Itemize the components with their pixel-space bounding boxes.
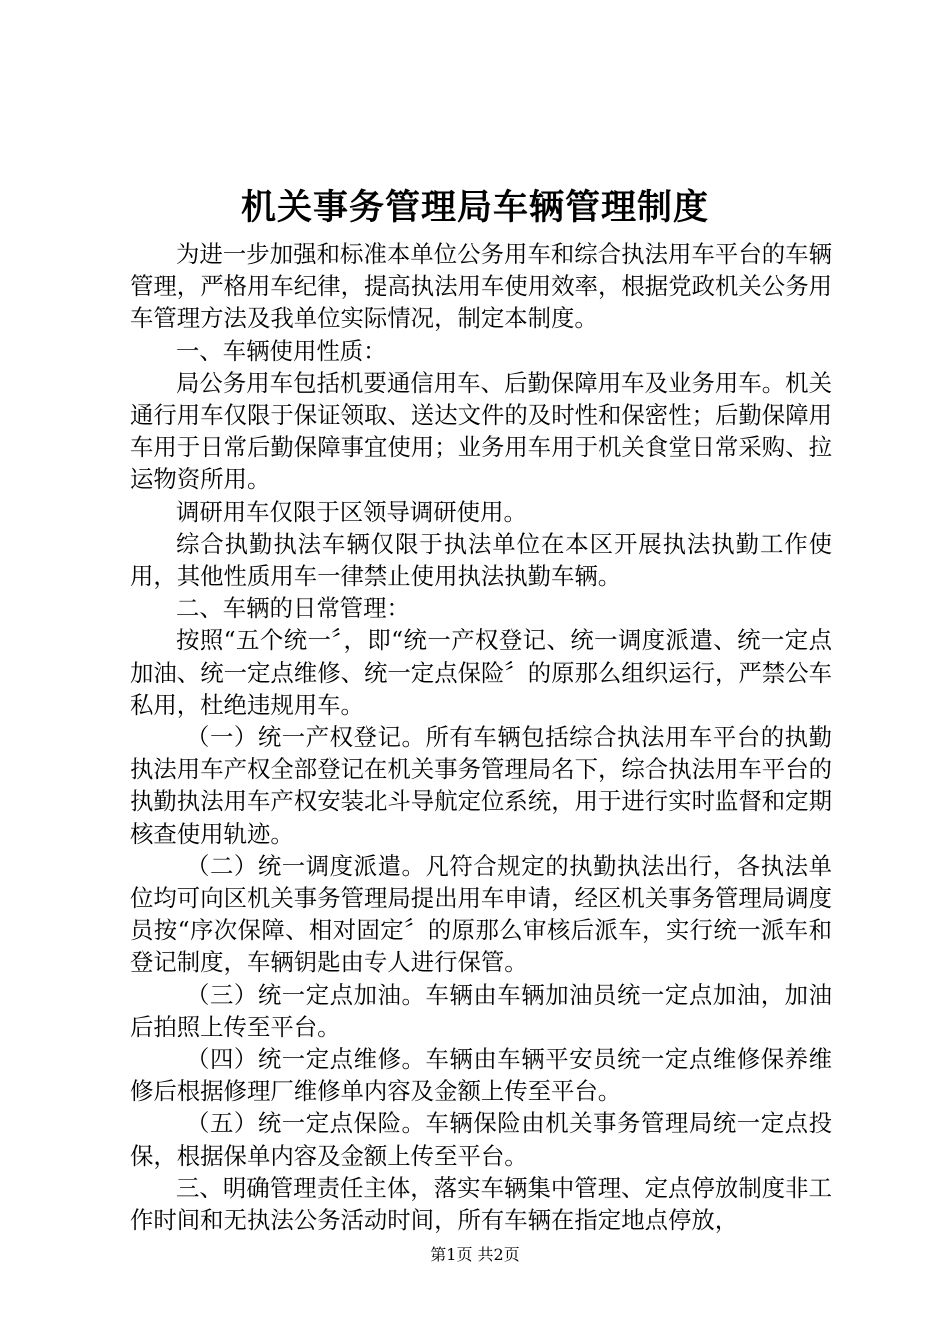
paragraph: 调研用车仅限于区领导调研使用。: [176, 497, 527, 526]
paragraph: （四）统一定点维修。车辆由车辆平安员统一定点维修保养维修后根据修理厂维修单内容及金额上传至平台。: [130, 1045, 832, 1106]
paragraph: 局公务用车包括机要通信用车、后勤保障用车及业务用车。机关通行用车仅限于保证领取、送达文件的及时性和保密性；后勤保障用车用于日常后勤保障事宜使用；业务用车用于机关食堂日常采购、拉运物资所用。: [130, 368, 832, 494]
section-heading: 三、明确管理责任主体，落实车辆集中管理、定点停放制度非工作时间和无执法公务活动时间，所有车辆在指定地点停放，: [130, 1173, 832, 1235]
document-title: 机关事务管理局车辆管理制度: [240, 187, 709, 228]
paragraph: （三）统一定点加油。车辆由车辆加油员统一定点加油，加油后拍照上传至平台。: [130, 980, 832, 1041]
paragraph: 综合执勤执法车辆仅限于执法单位在本区开展执法执勤工作使用，其他性质用车一律禁止使用执法执勤车辆。: [130, 529, 832, 591]
section-heading: 二、车辆的日常管理：: [176, 594, 410, 623]
paragraph: 按照“五个统一〞，即“统一产权登记、统一调度派遣、统一定点加油、统一定点维修、统一定点保险〞的原那么组织运行，严禁公车私用，杜绝违规用车。: [130, 626, 832, 719]
page-number-footer: 第1页 共2页: [430, 1245, 520, 1264]
paragraph: （一）统一产权登记。所有车辆包括综合执法用车平台的执勤执法用车产权全部登记在机关事务管理局名下，综合执法用车平台的执勤执法用车产权安装北斗导航定位系统，用于进行实时监督和定期核查使用轨迹。: [130, 723, 832, 848]
paragraph: （五）统一定点保险。车辆保险由机关事务管理局统一定点投保，根据保单内容及金额上传至平台。: [130, 1109, 832, 1170]
paragraph: （二）统一调度派遣。凡符合规定的执勤执法出行，各执法单位均可向区机关事务管理局提出用车申请，经区机关事务管理局调度员按“序次保障、相对固定〞的原那么审核后派车，实行统一派车和登记制度，车辆钥匙由专人进行保管。: [130, 851, 832, 977]
section-heading: 一、车辆使用性质：: [176, 336, 387, 365]
paragraph: 为进一步加强和标准本单位公务用车和综合执法用车平台的车辆管理，严格用车纪律，提高执法用车使用效率，根据党政机关公务用车管理方法及我单位实际情况，制定本制度。: [130, 240, 832, 333]
document-body: [130, 238, 832, 1236]
